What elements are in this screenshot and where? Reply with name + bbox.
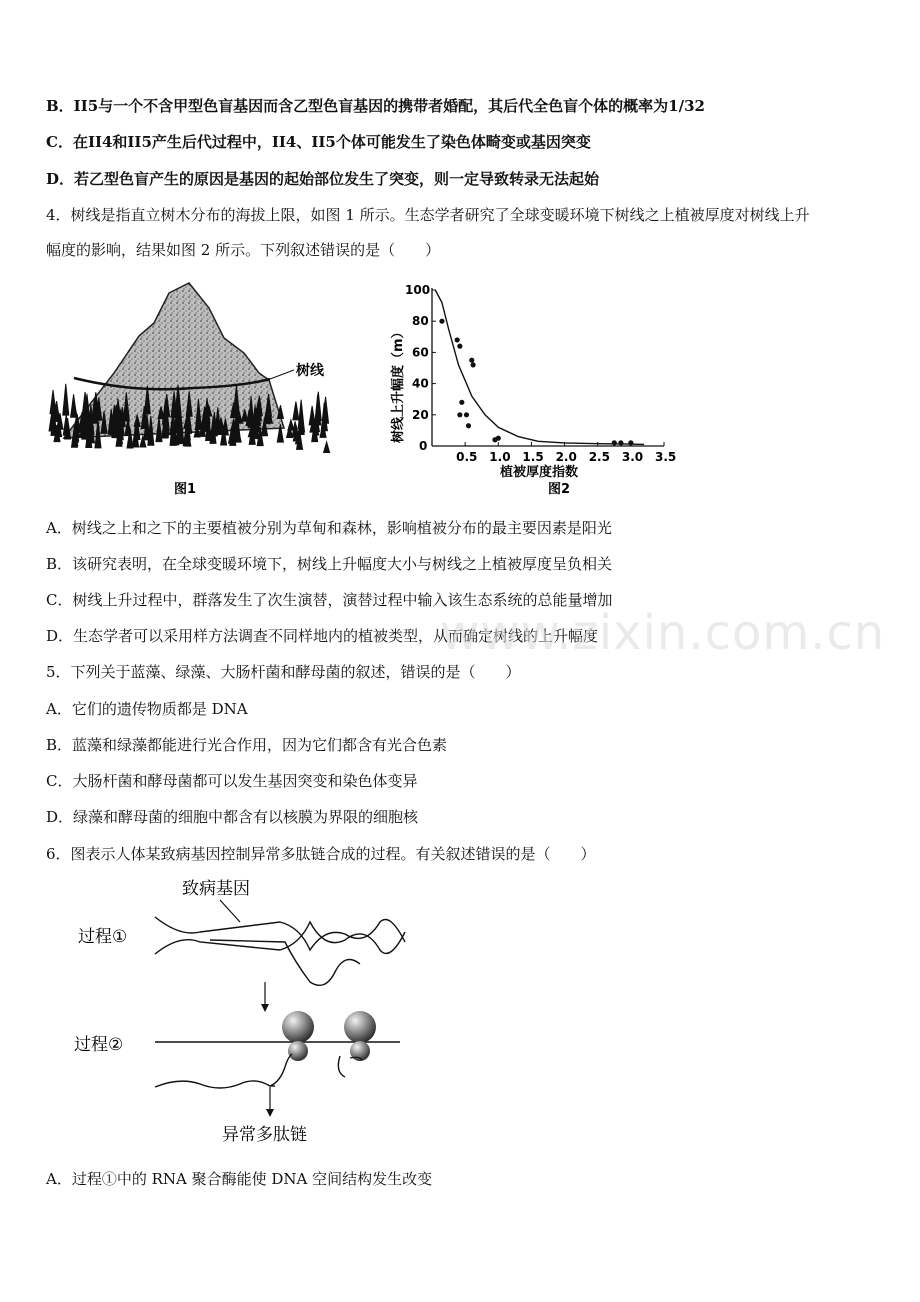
tree-mark: [50, 390, 56, 414]
question-4-stem-1: 4．树线是指直立树木分布的海拔上限，如图 1 所示。生态学者研究了全球变暖环境下树线之上植被厚度对树线上升: [46, 206, 810, 224]
tree-mark: [298, 400, 304, 429]
q4-option-d: D．生态学者可以采用样方法调查不同样地内的植被类型，从而确定树线的上升幅度: [46, 627, 599, 645]
fit-curve: [435, 290, 644, 444]
x-tick-label: 0.5: [456, 450, 478, 464]
data-point: [470, 362, 475, 367]
polypeptide-label: 异常多肽链: [222, 1125, 307, 1145]
figure-2-chart: [380, 278, 680, 503]
data-point: [612, 440, 617, 445]
data-point: [628, 440, 633, 445]
data-point: [464, 412, 469, 417]
q5-option-b: B．蓝藻和绿藻都能进行光合作用，因为它们都含有光合色素: [46, 736, 448, 754]
y-tick-label: 40: [412, 376, 429, 391]
tree-mark: [288, 420, 294, 430]
data-point: [469, 358, 474, 363]
option-c-text: C．在II4和II5产生后代过程中，II4、II5个体可能发生了染色体畸变或基因突变: [46, 133, 591, 151]
y-tick-label: 0: [419, 439, 428, 453]
ribosome-large-1: [282, 1011, 314, 1043]
data-point: [459, 400, 464, 405]
tree-mark: [293, 401, 299, 419]
data-point: [496, 436, 501, 441]
q4-option-b: B．该研究表明，在全球变暖环境下，树线上升幅度大小与树线之上植被厚度呈负相关: [46, 555, 613, 573]
figure-1-caption: 图1: [174, 482, 197, 497]
x-tick-label: 2.5: [588, 450, 610, 464]
q5-option-d: D．绿藻和酵母菌的细胞中都含有以核膜为界限的细胞核: [46, 808, 419, 826]
figure-1-mountain: [44, 278, 344, 500]
q5-option-a: A．它们的遗传物质都是 DNA: [46, 700, 248, 718]
y-axis-label: 树线上升幅度（m）: [391, 325, 406, 443]
tree-line-label: 树线: [296, 363, 324, 379]
ribosome-large-2: [344, 1011, 376, 1043]
data-point: [457, 344, 462, 349]
q4-option-a: A．树线之上和之下的主要植被分别为草甸和森林，影响植被分布的最主要因素是阳光: [46, 519, 612, 537]
question-5-stem: 5．下列关于蓝藻、绿藻、大肠杆菌和酵母菌的叙述，错误的是（ ）: [46, 663, 521, 681]
option-d-text: D．若乙型色盲产生的原因是基因的起始部位发生了突变，则一定导致转录无法起始: [46, 170, 600, 188]
figure-6-diagram: [70, 872, 430, 1150]
data-point: [439, 319, 444, 324]
ribosome-small-1: [288, 1041, 308, 1061]
x-tick-label: 3.5: [655, 450, 677, 464]
option-b-text: B．II5与一个不含甲型色盲基因而含乙型色盲基因的携带者婚配，其后代全色盲个体的概率为1/32: [46, 97, 705, 115]
data-point: [466, 423, 471, 428]
gene-label: 致病基因: [182, 879, 250, 899]
figure-2-caption: 图2: [548, 482, 571, 497]
question-4-stem-2: 幅度的影响，结果如图 2 所示。下列叙述错误的是（ ）: [46, 241, 441, 259]
tree-mark: [63, 384, 69, 415]
data-point: [455, 337, 460, 342]
tree-mark: [324, 442, 330, 453]
question-6-stem: 6．图表示人体某致病基因控制异常多肽链合成的过程。有关叙述错误的是（ ）: [46, 845, 596, 863]
y-tick-label: 60: [412, 345, 429, 360]
process-2-label: 过程②: [74, 1035, 124, 1055]
q6-option-a: A．过程①中的 RNA 聚合酶能使 DNA 空间结构发生改变: [46, 1170, 433, 1188]
y-tick-label: 100: [405, 283, 431, 297]
q4-option-c: C．树线上升过程中，群落发生了次生演替，演替过程中输入该生态系统的总能量增加: [46, 591, 613, 609]
x-tick-label: 1.0: [489, 450, 511, 464]
data-point: [618, 440, 623, 445]
x-axis-label: 植被厚度指数: [500, 465, 579, 480]
y-tick-label: 80: [412, 314, 429, 329]
data-point: [457, 412, 462, 417]
x-tick-label: 3.0: [621, 450, 644, 464]
y-tick-label: 20: [412, 407, 429, 422]
q5-option-c: C．大肠杆菌和酵母菌都可以发生基因突变和染色体变异: [46, 772, 418, 790]
x-tick-label: 2.0: [555, 450, 577, 464]
watermark: www.zixin.com.cn: [440, 605, 886, 661]
process-1-label: 过程①: [78, 927, 128, 947]
x-tick-label: 1.5: [522, 450, 544, 464]
